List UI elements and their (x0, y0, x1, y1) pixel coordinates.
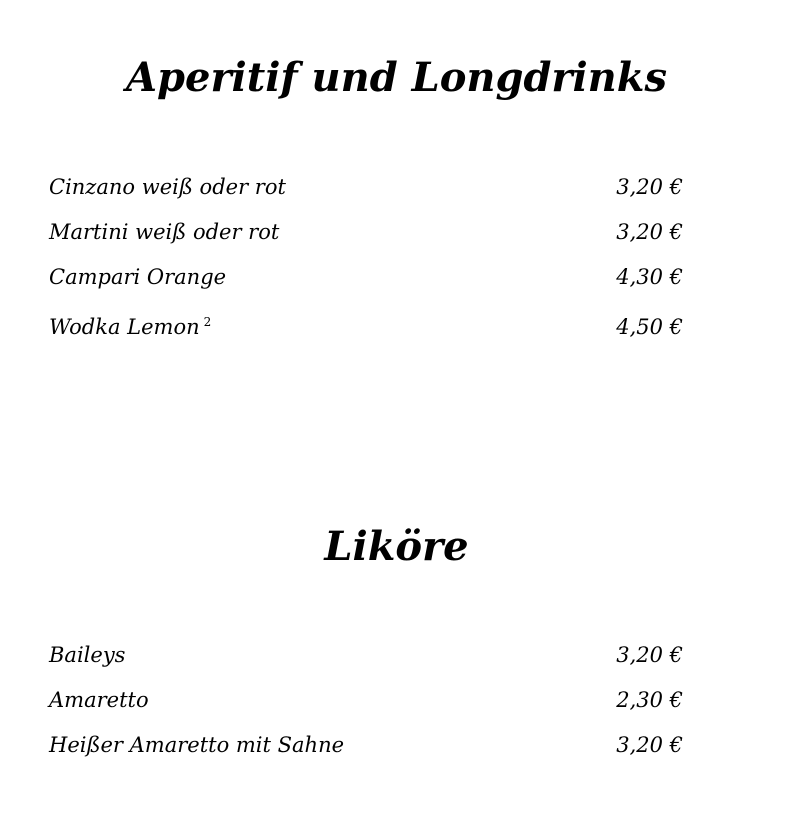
section-title-likoere: Liköre (324, 523, 469, 570)
item-name: Baileys (49, 643, 126, 667)
menu-list-likoere (49, 641, 683, 776)
item-price: 3,20 € (616, 220, 683, 244)
item-name: Martini weiß oder rot (49, 220, 280, 244)
item-name: Cinzano weiß oder rot (49, 175, 286, 199)
item-name: Campari Orange (49, 265, 227, 289)
item-price: 4,30 € (616, 265, 683, 289)
item-footnote-marker: 2 (203, 315, 212, 329)
item-price: 3,20 € (616, 733, 683, 757)
menu-item (49, 173, 683, 218)
item-name-wrapper (49, 308, 211, 341)
menu-item (49, 308, 683, 353)
item-name: Heißer Amaretto mit Sahne (49, 733, 345, 757)
item-price: 4,50 € (616, 315, 683, 339)
section-title-aperitif: Aperitif und Longdrinks (126, 54, 667, 101)
menu-item (49, 263, 683, 308)
menu-item (49, 218, 683, 263)
menu-item (49, 641, 683, 686)
item-price: 3,20 € (616, 643, 683, 667)
menu-list-aperitif (49, 173, 683, 353)
menu-item (49, 686, 683, 731)
item-price: 3,20 € (616, 175, 683, 199)
item-name: Amaretto (49, 688, 149, 712)
menu-item (49, 731, 683, 776)
item-name: Wodka Lemon (49, 315, 200, 339)
item-price: 2,30 € (616, 688, 683, 712)
